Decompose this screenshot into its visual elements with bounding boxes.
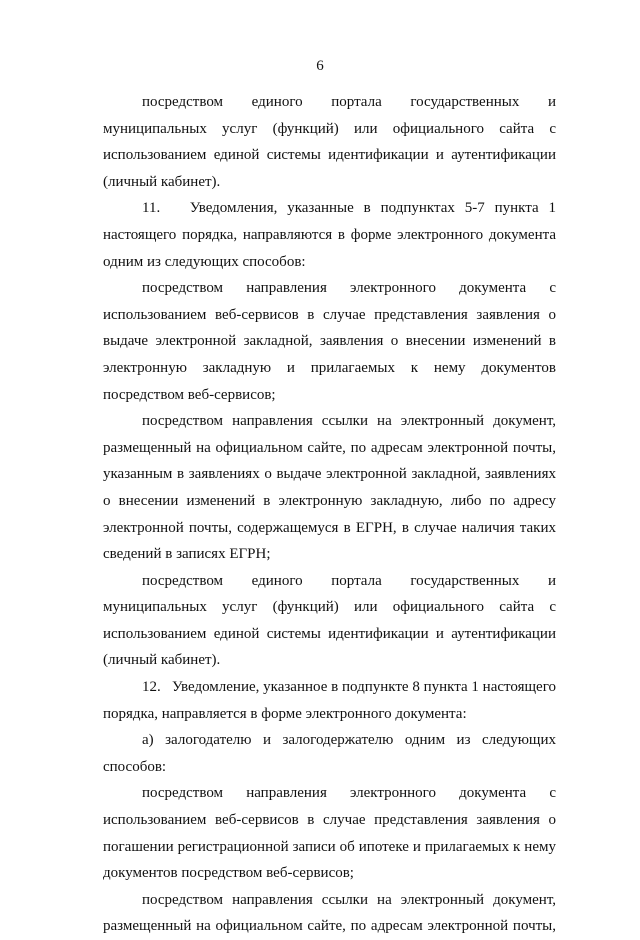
- page-number: 6: [316, 58, 324, 74]
- document-body: [103, 89, 556, 940]
- paragraph: 11. Уведомления, указанные в подпунктах 5-7 пункта 1 настоящего порядка, направляются в форме электронного документа одним из следующих способов:: [103, 200, 556, 270]
- paragraph: посредством направления электронного документа с использованием веб-сервисов в случае представления заявления о погашении регистрационной записи об ипотеке и прилагаемых к нему документов посредством веб-сервисов;: [103, 785, 556, 882]
- paragraph: а) залогодателю и залогодержателю одним из следующих способов:: [103, 732, 556, 775]
- paragraph: посредством направления ссылки на электронный документ, размещенный на официальном сайте, по адресам электронной почты,: [103, 891, 556, 935]
- paragraph: посредством направления электронного документа с использованием веб-сервисов в случае представления заявления о выдаче электронной закладной, заявления о внесении изменений в электронную закладную и прилагаемых к нему документов посредством веб-сервисов;: [103, 280, 556, 403]
- paragraph: посредством единого портала государственных и муниципальных услуг (функций) или официального сайта с использованием единой системы идентификации и аутентификации (личный кабинет).: [103, 572, 556, 669]
- paragraph: посредством единого портала государственных и муниципальных услуг (функций) или официального сайта с использованием единой системы идентификации и аутентификации (личный кабинет).: [103, 94, 556, 190]
- paragraph: 12. Уведомление, указанное в подпункте 8 пункта 1 настоящего порядка, направляется в форме электронного документа:: [103, 679, 556, 722]
- paragraph: посредством направления ссылки на электронный документ, размещенный на официальном сайте, по адресам электронной почты, указанным в заявлениях о выдаче электронной закладной, заявлениях о внесении изменений в электронную закладную, либо по адресу электронной почты, содержащемуся в ЕГРН, в случае наличия таких сведений в записях ЕГРН;: [103, 413, 556, 563]
